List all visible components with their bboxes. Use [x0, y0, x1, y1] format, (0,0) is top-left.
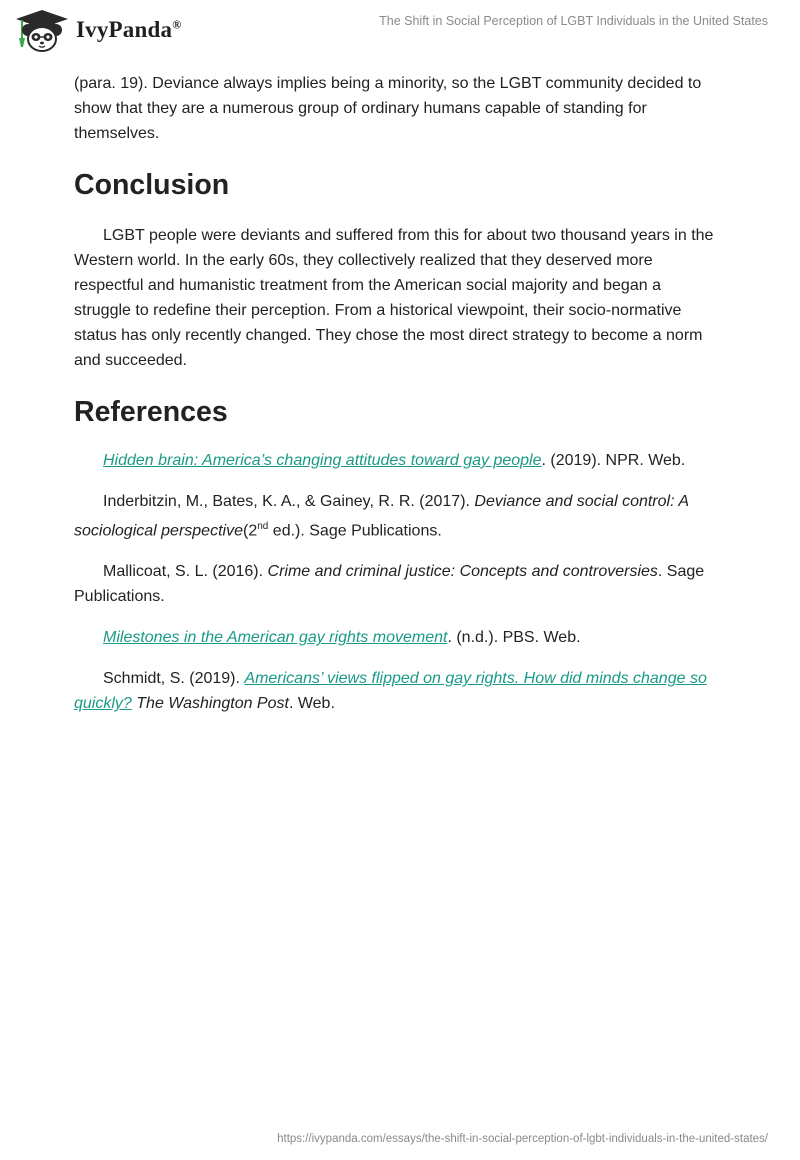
references-list: [74, 448, 722, 716]
brand-name: IvyPanda®: [76, 17, 182, 42]
reference-publisher: The Washington Post: [136, 695, 289, 713]
conclusion-paragraph: LGBT people were deviants and suffered from this for about two thousand years in the Western world. In the early 60s, they collectively realized that they deserved more respectful and humanistic treatment from the American social majority and began a struggle to redefine their perception. From a historical viewpoint, their socio-normative status has only recently changed. They chose the most direct strategy to become a norm and succeeded.: [74, 227, 714, 369]
reference-item: Inderbitzin, M., Bates, K. A., & Gainey, R. R. (2017). Deviance and social control: A sociological perspective(2nd ed.). Sage Publications.: [74, 493, 689, 540]
reference-link[interactable]: Milestones in the American gay rights movement: [103, 629, 448, 647]
reference-title: Crime and criminal justice: Concepts and controversies: [267, 563, 658, 581]
document-body: [74, 71, 722, 732]
reference-title: Deviance and social control: A sociological perspective: [74, 493, 689, 540]
footer-url[interactable]: https://ivypanda.com/essays/the-shift-in-social-perception-of-lgbt-individuals-in-the-united-states/: [277, 1133, 768, 1145]
references-heading: References: [74, 396, 228, 428]
panda-graduate-icon: [14, 8, 70, 52]
reference-item: Mallicoat, S. L. (2016). Crime and criminal justice: Concepts and controversies. Sage Publications.: [74, 563, 705, 606]
reference-item: Hidden brain: America’s changing attitudes toward gay people. (2019). NPR. Web.: [103, 452, 686, 469]
intro-paragraph: (para. 19). Deviance always implies being a minority, so the LGBT community decided to show that they are a numerous group of ordinary humans capable of standing for themselves.: [74, 75, 702, 142]
document-title: The Shift in Social Perception of LGBT Individuals in the United States: [379, 14, 768, 28]
reference-item: Schmidt, S. (2019). Americans’ views flipped on gay rights. How did minds change so quickly? The Washington Post. Web.: [74, 670, 707, 713]
reference-link[interactable]: Hidden brain: America’s changing attitudes toward gay people: [103, 452, 542, 469]
conclusion-heading: Conclusion: [74, 169, 230, 201]
brand-logo[interactable]: [14, 8, 181, 52]
page-header: [0, 0, 800, 60]
reference-link[interactable]: Americans’ views flipped on gay rights. How did minds change so quickly?: [74, 670, 707, 713]
registered-mark: ®: [172, 17, 182, 32]
reference-item: Milestones in the American gay rights movement. (n.d.). PBS. Web.: [103, 629, 581, 647]
